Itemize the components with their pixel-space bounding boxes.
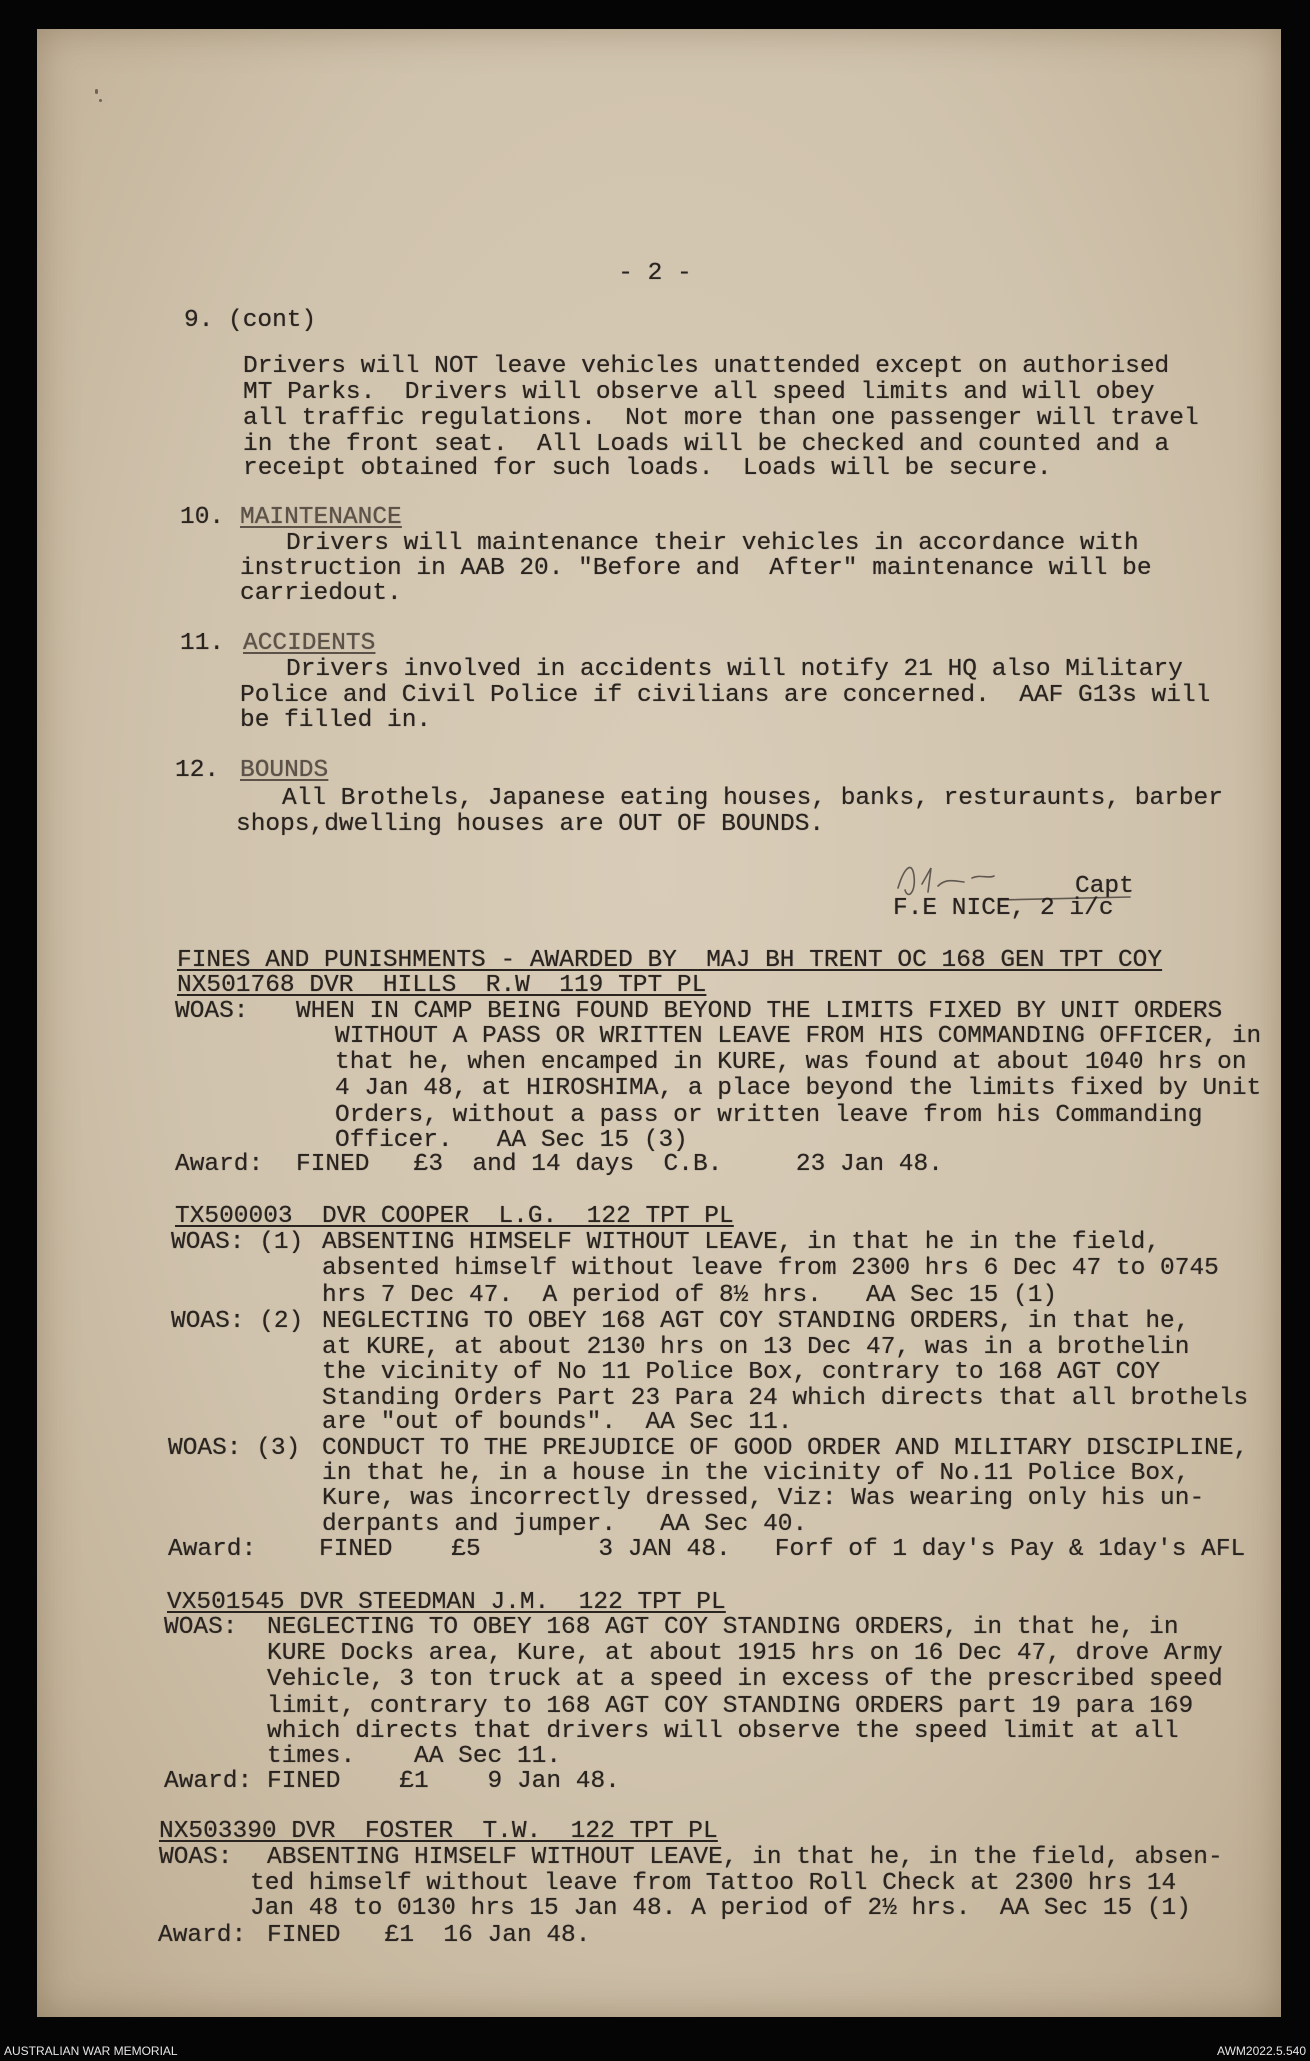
- charge-text-line: at KURE, at about 2130 hrs on 13 Dec 47, was in a brothelin: [322, 1334, 1190, 1361]
- signatory-name: F.E NICE, 2 i/c: [893, 895, 1114, 922]
- charge-text-line: WHEN IN CAMP BEING FOUND BEYOND THE LIMITS FIXED BY UNIT ORDERS: [296, 998, 1223, 1025]
- section-11-text-line: Police and Civil Police if civilians are concerned. AAF G13s will: [240, 682, 1211, 709]
- charge-label: WOAS: (1): [171, 1229, 304, 1256]
- section-number: 11.: [180, 630, 225, 657]
- archive-reference: AWM2022.5.540: [1217, 2044, 1306, 2058]
- section-9-text-line: Drivers will NOT leave vehicles unattended except on authorised: [243, 353, 1170, 380]
- charge-text-line: that he, when encamped in KURE, was found at about 1040 hrs on: [335, 1049, 1247, 1076]
- section-heading: BOUNDS: [240, 757, 329, 784]
- charge-text-line: times. AA Sec 11.: [267, 1743, 562, 1770]
- soldier-line: NX503390 DVR FOSTER T.W. 122 TPT PL: [159, 1818, 718, 1845]
- section-number: 12.: [175, 757, 220, 784]
- charge-text-line: CONDUCT TO THE PREJUDICE OF GOOD ORDER AND MILITARY DISCIPLINE,: [322, 1435, 1249, 1462]
- charge-text-line: ted himself without leave from Tattoo Roll Check at 2300 hrs 14: [250, 1870, 1177, 1897]
- charge-text-line: KURE Docks area, Kure, at about 1915 hrs on 16 Dec 47, drove Army: [267, 1640, 1223, 1667]
- charge-text-line: ABSENTING HIMSELF WITHOUT LEAVE, in that he in the field,: [322, 1229, 1161, 1256]
- award-text: FINED £1 9 Jan 48.: [267, 1768, 620, 1795]
- award-label: Award:: [168, 1536, 257, 1563]
- award-label: Award:: [175, 1151, 264, 1178]
- charge-text-line: which directs that drivers will observe the speed limit at all: [267, 1718, 1179, 1745]
- award-label: Award:: [158, 1922, 247, 1949]
- section-10-text-line: instruction in AAB 20. "Before and After" maintenance will be: [240, 555, 1152, 582]
- charge-text-line: NEGLECTING TO OBEY 168 AGT COY STANDING ORDERS, in that he, in: [267, 1614, 1179, 1641]
- section-heading: ACCIDENTS: [243, 630, 376, 657]
- section-12-text-line: All Brothels, Japanese eating houses, banks, resturaunts, barber: [282, 785, 1223, 812]
- charge-text-line: Orders, without a pass or written leave from his Commanding: [335, 1102, 1203, 1129]
- archive-credit: AUSTRALIAN WAR MEMORIAL: [4, 2044, 178, 2058]
- charge-text-line: the vicinity of No 11 Police Box, contrary to 168 AGT COY: [322, 1359, 1161, 1386]
- section-12-text-line: shops,dwelling houses are OUT OF BOUNDS.: [236, 811, 825, 838]
- section-9-text-line: all traffic regulations. Not more than one passenger will travel: [243, 405, 1199, 432]
- section-number: 10.: [180, 504, 225, 531]
- soldier-line: VX501545 DVR STEEDMAN J.M. 122 TPT PL: [167, 1589, 726, 1616]
- section-9-text-line: receipt obtained for such loads. Loads will be secure.: [243, 455, 1052, 482]
- charge-text-line: hrs 7 Dec 47. A period of 8½ hrs. AA Sec 15 (1): [322, 1282, 1058, 1309]
- charge-text-line: Officer. AA Sec 15 (3): [335, 1127, 688, 1154]
- section-heading: (cont): [228, 307, 317, 334]
- award-label: Award:: [164, 1768, 253, 1795]
- section-11-text-line: Drivers involved in accidents will notify 21 HQ also Military: [286, 656, 1183, 683]
- page-number: - 2 -: [618, 260, 692, 287]
- charge-label: WOAS:: [175, 998, 249, 1025]
- charge-text-line: in that he, in a house in the vicinity of No.11 Police Box,: [322, 1460, 1190, 1487]
- award-text: FINED £1 16 Jan 48.: [267, 1922, 591, 1949]
- fines-title: FINES AND PUNISHMENTS - AWARDED BY MAJ BH TRENT OC 168 GEN TPT COY: [177, 947, 1163, 974]
- charge-text-line: absented himself without leave from 2300 hrs 6 Dec 47 to 0745: [322, 1255, 1219, 1282]
- charge-text-line: NEGLECTING TO OBEY 168 AGT COY STANDING ORDERS, in that he,: [322, 1308, 1190, 1335]
- section-9-text-line: MT Parks. Drivers will observe all speed limits and will obey: [243, 379, 1155, 406]
- charge-label: WOAS:: [159, 1844, 233, 1871]
- charge-text-line: are "out of bounds". AA Sec 11.: [322, 1409, 793, 1436]
- soldier-line: NX501768 DVR HILLS R.W 119 TPT PL: [177, 972, 707, 999]
- charge-label: WOAS: (2): [171, 1308, 304, 1335]
- charge-text-line: WITHOUT A PASS OR WRITTEN LEAVE FROM HIS COMMANDING OFFICER, in: [335, 1023, 1262, 1050]
- charge-text-line: 4 Jan 48, at HIROSHIMA, a place beyond the limits fixed by Unit: [335, 1075, 1262, 1102]
- section-heading: MAINTENANCE: [240, 504, 402, 531]
- charge-label: WOAS: (3): [168, 1435, 301, 1462]
- soldier-line: TX500003 DVR COOPER L.G. 122 TPT PL: [175, 1203, 734, 1230]
- charge-text-line: limit, contrary to 168 AGT COY STANDING ORDERS part 19 para 169: [267, 1693, 1194, 1720]
- section-11-text-line: be filled in.: [240, 707, 432, 734]
- charge-text-line: Vehicle, 3 ton truck at a speed in excess of the prescribed speed: [267, 1666, 1223, 1693]
- section-number: 9.: [184, 307, 214, 334]
- charge-text-line: Jan 48 to 0130 hrs 15 Jan 48. A period of 2½ hrs. AA Sec 15 (1): [250, 1895, 1191, 1922]
- award-text: FINED £5 3 JAN 48. Forf of 1 day's Pay & 1day's AFL: [319, 1536, 1246, 1563]
- section-9-text-line: in the front seat. All Loads will be checked and counted and a: [243, 431, 1170, 458]
- charge-text-line: ABSENTING HIMSELF WITHOUT LEAVE, in that he, in the field, absen-: [267, 1844, 1223, 1871]
- charge-text-line: Kure, was incorrectly dressed, Viz: Was wearing only his un-: [322, 1485, 1205, 1512]
- charge-text-line: Standing Orders Part 23 Para 24 which directs that all brothels: [322, 1385, 1249, 1412]
- paper-speck: [99, 99, 102, 102]
- charge-text-line: derpants and jumper. AA Sec 40.: [322, 1511, 808, 1538]
- signatory-rank: Capt: [1075, 873, 1134, 900]
- section-10-text-line: Drivers will maintenance their vehicles in accordance with: [286, 530, 1139, 557]
- section-10-text-line: carriedout.: [240, 580, 402, 607]
- award-text: FINED £3 and 14 days C.B. 23 Jan 48.: [296, 1151, 943, 1178]
- paper-speck: [95, 89, 98, 94]
- charge-label: WOAS:: [164, 1614, 238, 1641]
